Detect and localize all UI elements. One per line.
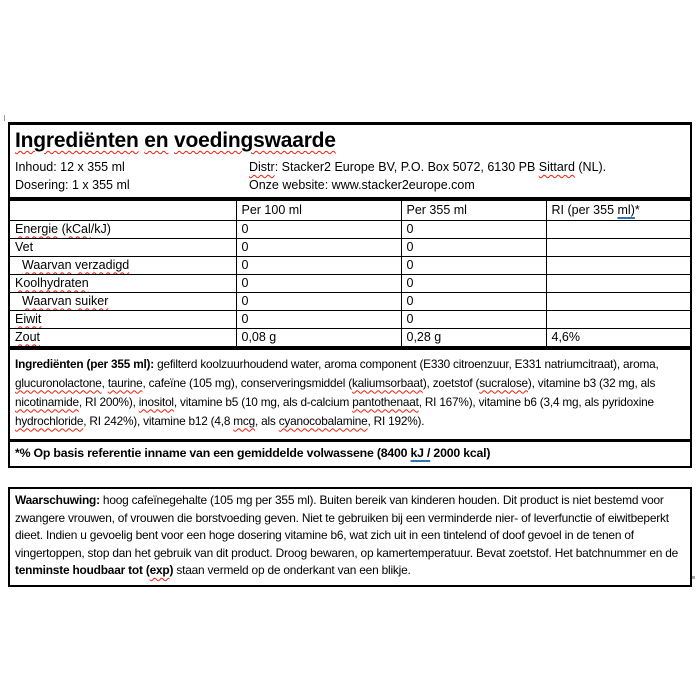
text-segment: * [634,202,640,217]
text-segment: kaliumsorbaat [351,375,423,390]
text-segment: ) [169,563,174,577]
text-segment: , als [254,413,279,428]
text-segment: cyanocobalamine [278,413,368,428]
text-segment: pantothenaat [352,394,419,409]
row-label [10,220,236,238]
text-segment: Koolhydraten [15,275,89,290]
cell-ri [546,220,690,238]
cell-ri: 4,6% [546,328,690,346]
table-row [10,274,690,292]
row-label [10,328,236,346]
ingredients-section [10,347,690,439]
cell-per-355ml: 0 [401,256,546,274]
text-segment: Per 355 ml [406,202,467,217]
warning-block [8,487,692,587]
text-segment: Vet [15,239,34,254]
text-segment: hydrochloride [15,413,84,428]
table-row [10,292,690,310]
cell-per-100ml: 0 [236,220,401,238]
cell-ri [546,256,690,274]
label-main-block [8,122,692,468]
row-label [10,256,236,274]
header-info-right [249,158,685,194]
text-segment: Inhoud: 12 x 355 ml [15,160,125,174]
text-segment: mcg [233,413,255,428]
row-label [10,274,236,292]
text-segment: Ingrediënten [15,129,139,152]
label-header-section [10,125,690,201]
warning-paragraph [15,492,683,580]
header-info-left [15,158,245,194]
cell-per-355ml: 0,28 g [401,328,546,346]
info-line-website [249,176,685,194]
text-segment: (NL). [574,160,607,174]
page-title [15,128,685,154]
text-segment: ), vitamine b3 (32 mg, als [527,375,656,390]
text-segment: ), zoetstof ( [422,375,480,390]
text-segment: nicotinamide [15,394,79,409]
text-segment: 2000 kcal) [430,445,491,460]
text-segment: tenminste houdbaar tot ( [15,563,150,577]
cell-per-355ml: 0 [401,220,546,238]
text-segment: kCal [65,221,91,236]
table-row [10,328,690,346]
info-line-inhoud [15,158,245,176]
text-segment: voedingswaarde [174,129,336,152]
row-label [10,238,236,256]
cell-per-100ml: 0 [236,310,401,328]
cell-ri [546,310,690,328]
text-segment: : Stacker2 Europe BV, P.O. Box 5072, 6130 PB [274,160,539,174]
cell-per-100ml: 0 [236,256,401,274]
text-segment: Waarvan [22,257,72,272]
cell-per-100ml: 0 [236,292,401,310]
ingredients-paragraph [15,355,683,431]
cell-per-100ml: 0 [236,274,401,292]
info-line-dosering [15,176,245,194]
nutrition-table-body [10,201,690,346]
text-segment: Onze website: www.stacker2europe.com [249,178,475,192]
column-header-2 [401,201,546,220]
text-segment: RI (per 355 [551,202,618,217]
text-segment: *% Op basis referentie inname van een gemiddelde volwassene (8400 [15,445,411,460]
text-segment: Eiwit [15,311,42,326]
text-segment: ml) [617,202,635,217]
text-segment: ( [58,221,66,236]
row-label [10,292,236,310]
text-segment: suiker [75,293,109,308]
text-segment: Dosering: 1 x 355 ml [15,178,130,192]
text-segment: , RI 242%), vitamine b12 (4,8 [83,413,234,428]
cell-per-355ml: 0 [401,238,546,256]
text-segment: Energie [15,221,59,236]
text-segment: exp [149,563,170,577]
text-segment: glucuronolactone [15,375,102,390]
column-header-1 [236,201,401,220]
text-segment: staan vermeld op de onderkant van een blikje. [173,563,411,577]
text-segment: , RI 200%), [78,394,139,409]
text-segment: Ingrediënten (per 355 ml): [15,356,155,371]
table-resize-handle-artifact [692,576,695,579]
cell-per-355ml: 0 [401,310,546,328]
cell-ri [546,292,690,310]
text-segment: , RI 167%), vitamine b6 (3,4 mg, als pyridoxine [418,394,654,409]
cell-per-100ml: 0,08 g [236,328,401,346]
text-segment: , [101,375,108,390]
text-segment: Distr [249,160,275,174]
column-header-0 [10,201,236,220]
header-info [15,158,685,194]
cell-per-355ml: 0 [401,274,546,292]
table-row [10,238,690,256]
text-segment: sucralose [479,375,528,390]
reference-intake-footnote [10,439,690,466]
text-segment: taurine [107,375,143,390]
cell-per-355ml: 0 [401,292,546,310]
text-segment: /kJ) [90,221,111,236]
table-row [10,310,690,328]
nutrition-table [10,201,690,347]
text-segment: , RI 192%). [367,413,425,428]
text-segment: Waarschuwing: [15,493,100,507]
table-header-row [10,201,690,220]
info-line-distributor [249,158,685,176]
column-header-3 [546,201,690,220]
table-row [10,256,690,274]
text-segment: Waarvan [22,293,72,308]
table-row [10,220,690,238]
text-segment: hoog cafeïnegehalte (105 mg per 355 ml). Buiten bereik van kinderen houden. Dit product is niet bestemd voor zwangere vrouwen, of vrouwen die borstvoeding geven. Niet te gebruiken bij een verminderde nier- of leverfunctie of eiwitbeperkt dieet. Indien u gevoelig bent voor een hoge dosering vitamine b6, wat zich uit in een tintelend of doof gevoel in de tenen of vingertoppen, stop dan het gebruik van dit product. Droog bewaren, op kamertemperatuur. Bevat zoetstof. Het batchnummer en de [15,493,679,560]
text-segment: gefilterd koolzuurhoudend water, aroma component (E330 citroenzuur, E331 natriumcitraat), aroma, [154,356,659,371]
text-segment: kJ / [410,445,431,460]
text-segment: , cafeïne (105 mg), conserveringsmiddel ( [142,375,352,390]
cell-ri [546,274,690,292]
text-segment: Per 100 ml [241,202,302,217]
cell-ri [546,238,690,256]
text-segment: Zout [15,329,41,344]
table-anchor-artifact [4,115,5,121]
text-segment: inositol [138,394,174,409]
text-segment: Sittard [538,160,575,174]
text-segment: , vitamine b5 (10 mg, als d-calcium [173,394,353,409]
text-segment: en [144,129,169,152]
text-segment: verzadigd [75,257,130,272]
cell-per-100ml: 0 [236,238,401,256]
row-label [10,310,236,328]
